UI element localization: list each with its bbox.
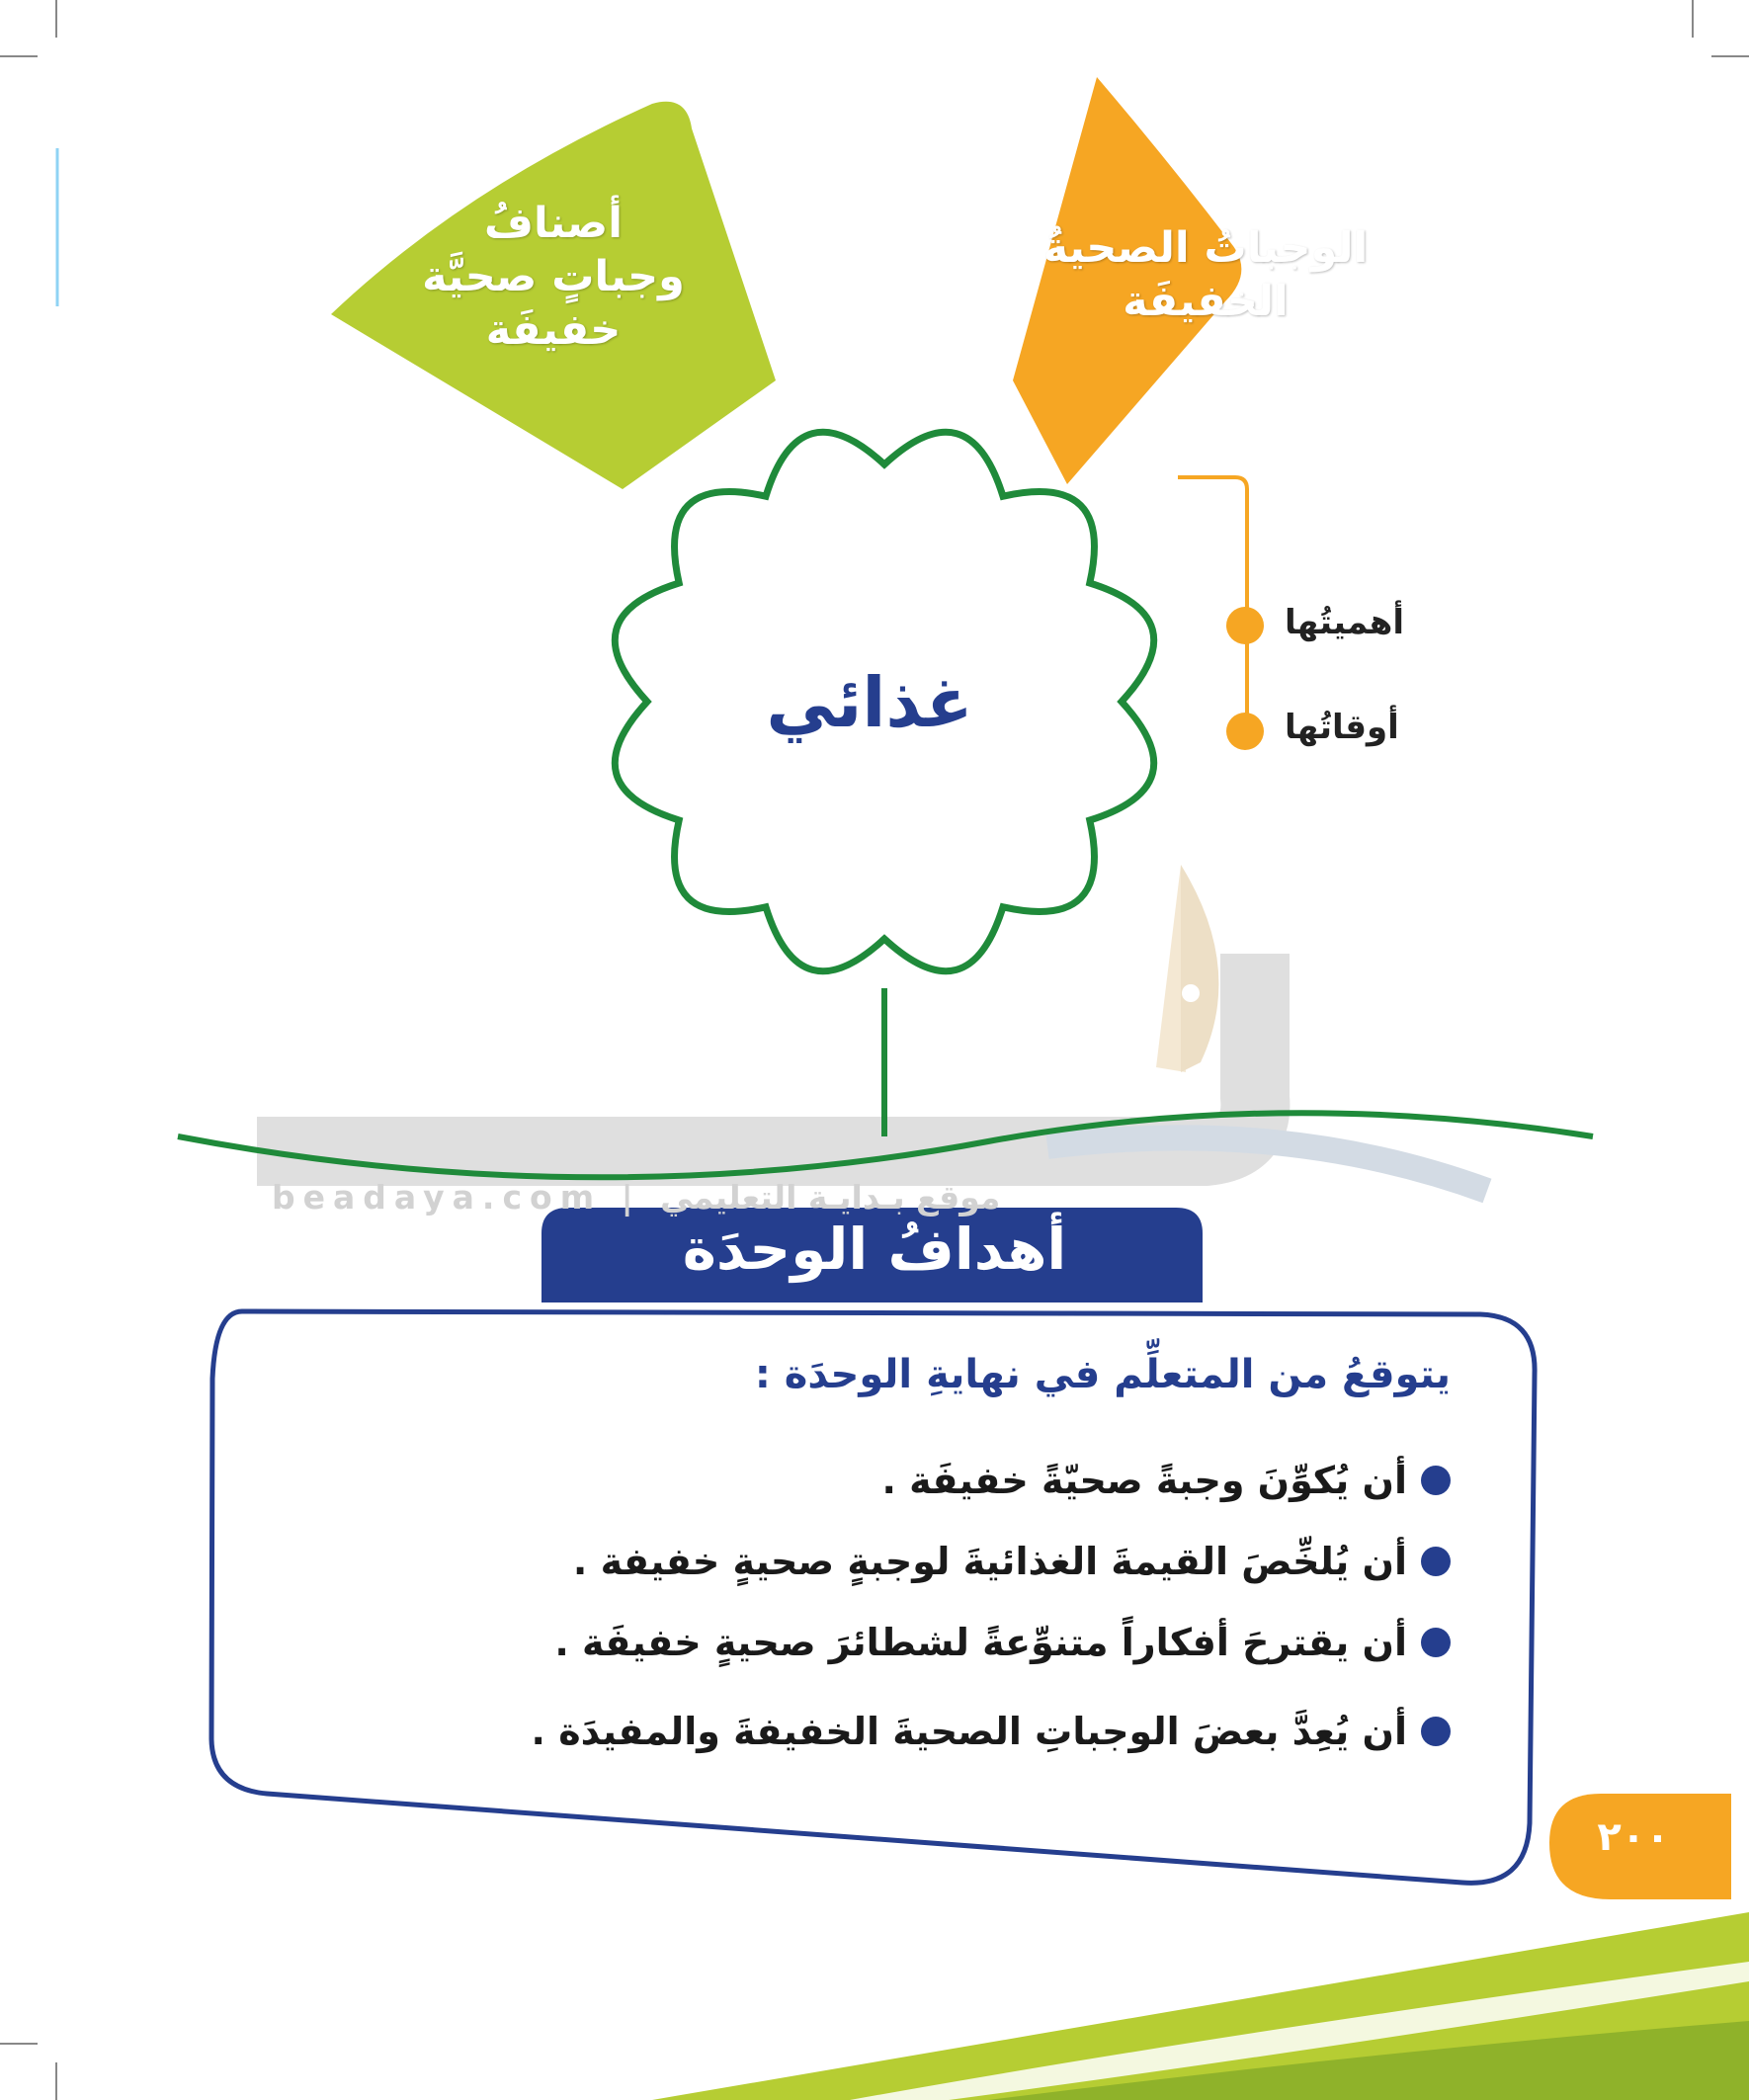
objective-item-2 [573,1540,1451,1583]
orange-petal-line-2: الخفيفَة [1123,276,1289,326]
green-petal-line-3: خفيفَة [485,304,622,355]
branch-item-times: أوقاتُها [1285,708,1399,747]
bullet-icon [1421,1717,1451,1746]
branch-dot-2 [1226,713,1264,750]
bullet-icon [1421,1628,1451,1657]
objective-item-1 [881,1459,1451,1502]
green-petal-text [405,198,702,357]
objective-text-2: أن يُلخِّصَ القيمةَ الغذائيةَ لوجبةٍ صحيةٍ خفيفة . [572,1540,1407,1583]
branch-connector [1178,477,1247,726]
objectives-title: أهدافُ الوحدَة [682,1216,1067,1283]
objective-text-3: أن يقترحَ أفكاراً متنوِّعةً لشطائرَ صحيةٍ خفيفَة . [554,1621,1407,1664]
objective-text-1: أن يُكوِّنَ وجبةً صحيّةً خفيفَة . [881,1459,1407,1502]
green-petal-line-1: أصنافُ [484,199,623,248]
branch-dot-1 [1226,607,1264,644]
bullet-icon [1421,1547,1451,1576]
objective-item-4 [532,1710,1451,1753]
objectives-intro: يتوقعُ من المتعلِّم في نهايةِ الوحدَة : [754,1352,1451,1397]
orange-petal-line-1: الوجباتُ الصحيةُ [1042,223,1369,273]
page-number: ٢٠٠ [1597,1814,1670,1860]
objective-text-4: أن يُعِدَّ بعضَ الوجباتِ الصحيةَ الخفيفةَ والمفيدَة . [531,1710,1407,1753]
branch-item-importance: أهميتُها [1285,603,1404,642]
objective-item-3 [554,1621,1451,1664]
green-petal-line-2: وجباتٍ صحيَّة [422,251,685,301]
orange-petal-text [1042,222,1369,329]
bullet-icon [1421,1466,1451,1495]
flower-label: غذائي [766,662,973,743]
watermark-url: beadaya.com | موقع بـدايـة التعليمي [272,1178,1001,1217]
